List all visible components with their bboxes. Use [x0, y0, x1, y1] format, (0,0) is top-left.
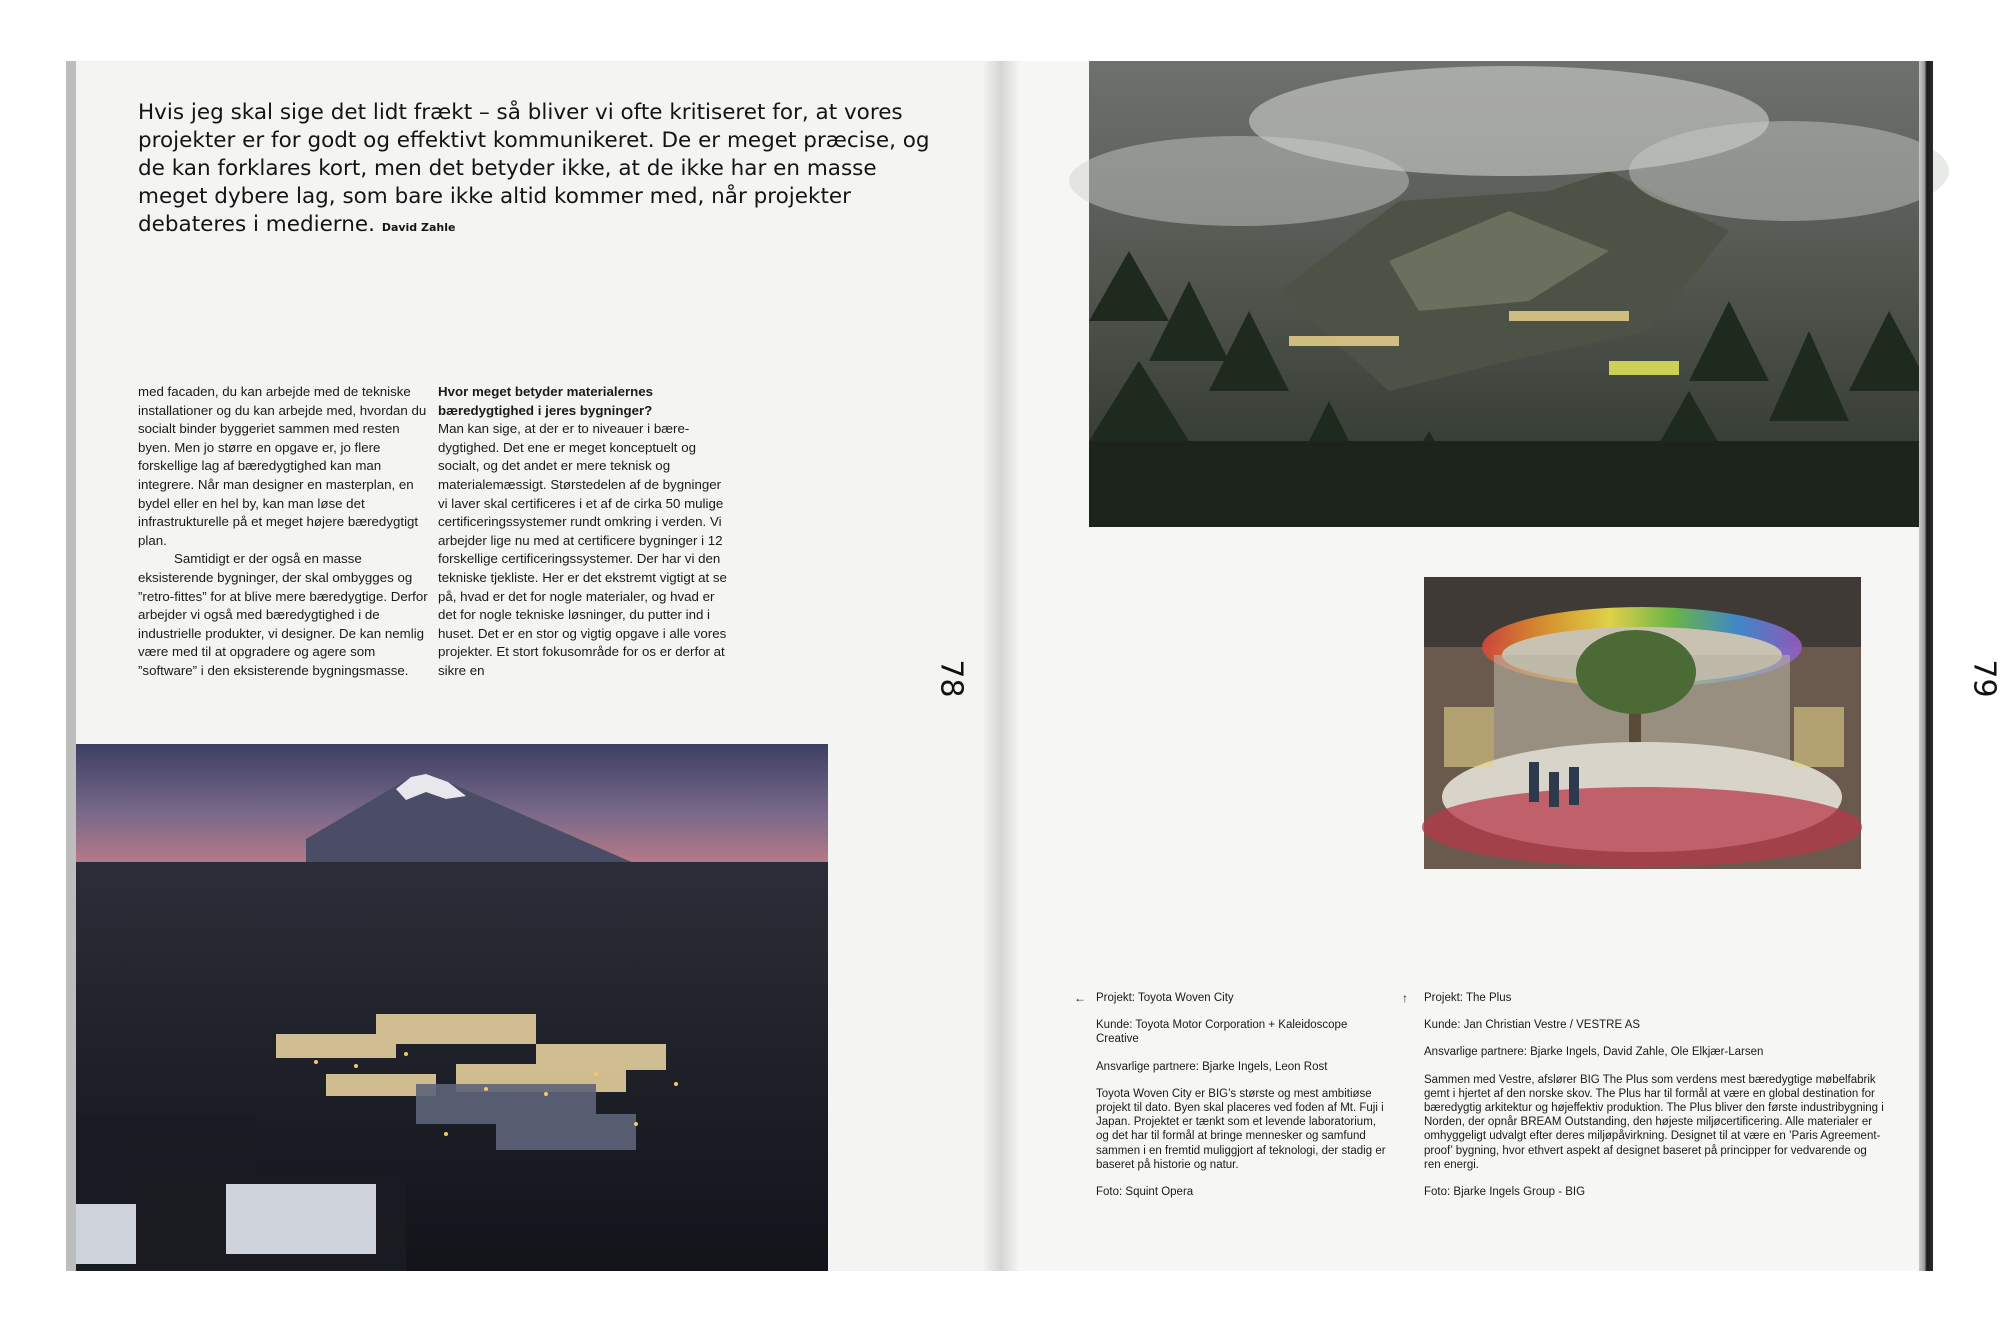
right-page	[1000, 61, 2002, 1271]
interior-illustration	[1424, 577, 1861, 869]
page-number-right: 79	[1966, 659, 2002, 698]
gutter-shadow-left	[982, 61, 1000, 1271]
the-plus-aerial-photo	[1089, 61, 1932, 527]
caption-right-project: Projekt: The Plus	[1424, 992, 1512, 1004]
interview-answer: Man kan sige, at der er to niveauer i bæredygtighed. Det ene er meget konceptuelt og socialt, og det andet er mere teknisk og materialemæssigt. Størstedelen af de bygninger vi laver skal certificeres i et af de cirka 50 mulige certificeringssystemer rundt omkring i verden. Vi arbejder lige nu med at certificere bygninger i 12 forskellige certificeringssystemer. Der har vi den tekniske tjekliste. Her er det ekstremt vigtigt at se på, hvad er det for nogle materialer, og hvad er det for nogle tekniske løsninger, du putter ind i huset. Det er en stor og vigtig opgave i alle vores projekter. Et stort fokusområde for os er derfor at sikre en	[438, 421, 727, 678]
the-plus-interior-photo	[1424, 577, 1861, 869]
pull-quote-byline: David Zahle	[381, 221, 456, 234]
caption-right-partners: Ansvarlige partnere: Bjarke Ingels, David Zahle, Ole Elkjær-Larsen	[1424, 1046, 1764, 1059]
book-edge	[1919, 61, 1933, 1271]
toyota-woven-city-photo	[76, 744, 828, 1271]
magazine-spread	[66, 61, 2002, 1271]
page-number-left: 78	[933, 659, 969, 698]
arrow-up-icon: ↑	[1402, 991, 1408, 1005]
left-page	[66, 61, 1000, 1271]
caption-right-description: Sammen med Vestre, afslører BIG The Plus som verdens mest bæredygtige møbelfabrik gemt i hjertet af den norske skov. The Plus har til formål at være en global destination for bæredygtig arkitektur og højeffektiv produktion. The Plus bliver den første industribygning i Norden, der opnår BREAM Outstanding, den højeste miljøcertificering. Alle materialer er omhyggeligt udvalgt efter deres miljøpåvirkning. Designet til at være en ’Paris Agreement-proof’ bygning, hvor ethvert aspekt af designet baseret på principper for vedvarende og ren energi.	[1424, 1073, 1884, 1171]
caption-left-photo-credit: Foto: Squint Opera	[1096, 1186, 1194, 1199]
column1-paragraph-2: Samtidigt er der også en masse eksisterende bygninger, der skal ombygges og ”retro-fittes” for at blive mere bæredygtige. Derfor arbejder vi også med bæredygtighed i de industrielle produkter, vi designer. De kan nemlig være med til at opgradere og agere som ”software” i den eksisterende bygningsmasse.	[138, 551, 428, 678]
caption-the-plus	[1402, 991, 1884, 1212]
column1-paragraph-1: med facaden, du kan arbejde med de tekniske installationer og du kan arbejde med, hvordan du socialt binder byggeriet sammen med resten byen. Men jo større en opgave er, jo flere forskellige lag af bæredygtighed kan man integrere. Når man designer en masterplan, en bydel eller en hel by, kan man løse det infrastrukturelle på et meget højere bæredygtigt plan.	[138, 384, 427, 548]
gutter-shadow-right	[1000, 61, 1020, 1271]
forest-illustration	[1089, 61, 1932, 527]
caption-right-photo-credit: Foto: Bjarke Ingels Group - BIG	[1424, 1186, 1586, 1199]
caption-left-client: Kunde: Toyota Motor Corporation + Kaleidoscope Creative	[1096, 1019, 1348, 1046]
pull-quote-text: Hvis jeg skal sige det lidt frækt – så bliver vi ofte kritiseret for, at vores projekter er for godt og effektivt kommunikeret. De er meget præcise, og de kan forklares kort, men det betyder ikke, at de ikke har en masse meget dybere lag, som bare ikke altid kommer med, når projekter debateres i medierne.	[138, 100, 930, 237]
interview-question: Hvor meget betyder materialernes bæredygtighed i jeres bygninger?	[438, 384, 654, 418]
caption-toyota-woven-city	[1074, 991, 1386, 1212]
caption-left-project: Projekt: Toyota Woven City	[1096, 992, 1234, 1004]
caption-left-partners: Ansvarlige partnere: Bjarke Ingels, Leon Rost	[1096, 1060, 1328, 1073]
arrow-left-icon: ←	[1074, 991, 1086, 1005]
text-column-1	[138, 383, 434, 681]
city-illustration	[76, 744, 828, 1271]
caption-left-description: Toyota Woven City er BIG’s største og mest ambitiøse projekt til dato. Byen skal placeres ved foden af Mt. Fuji i Japan. Projektet er tænkt som et levende laboratorium, og det har til formål at bringe mennesker og samfund sammen i en fremtid muliggjort af teknologi, der stadig er baseret på historie og natur.	[1096, 1087, 1386, 1171]
caption-right-client: Kunde: Jan Christian Vestre / VESTRE AS	[1424, 1019, 1641, 1032]
text-column-2	[438, 383, 734, 681]
pull-quote	[138, 99, 938, 242]
